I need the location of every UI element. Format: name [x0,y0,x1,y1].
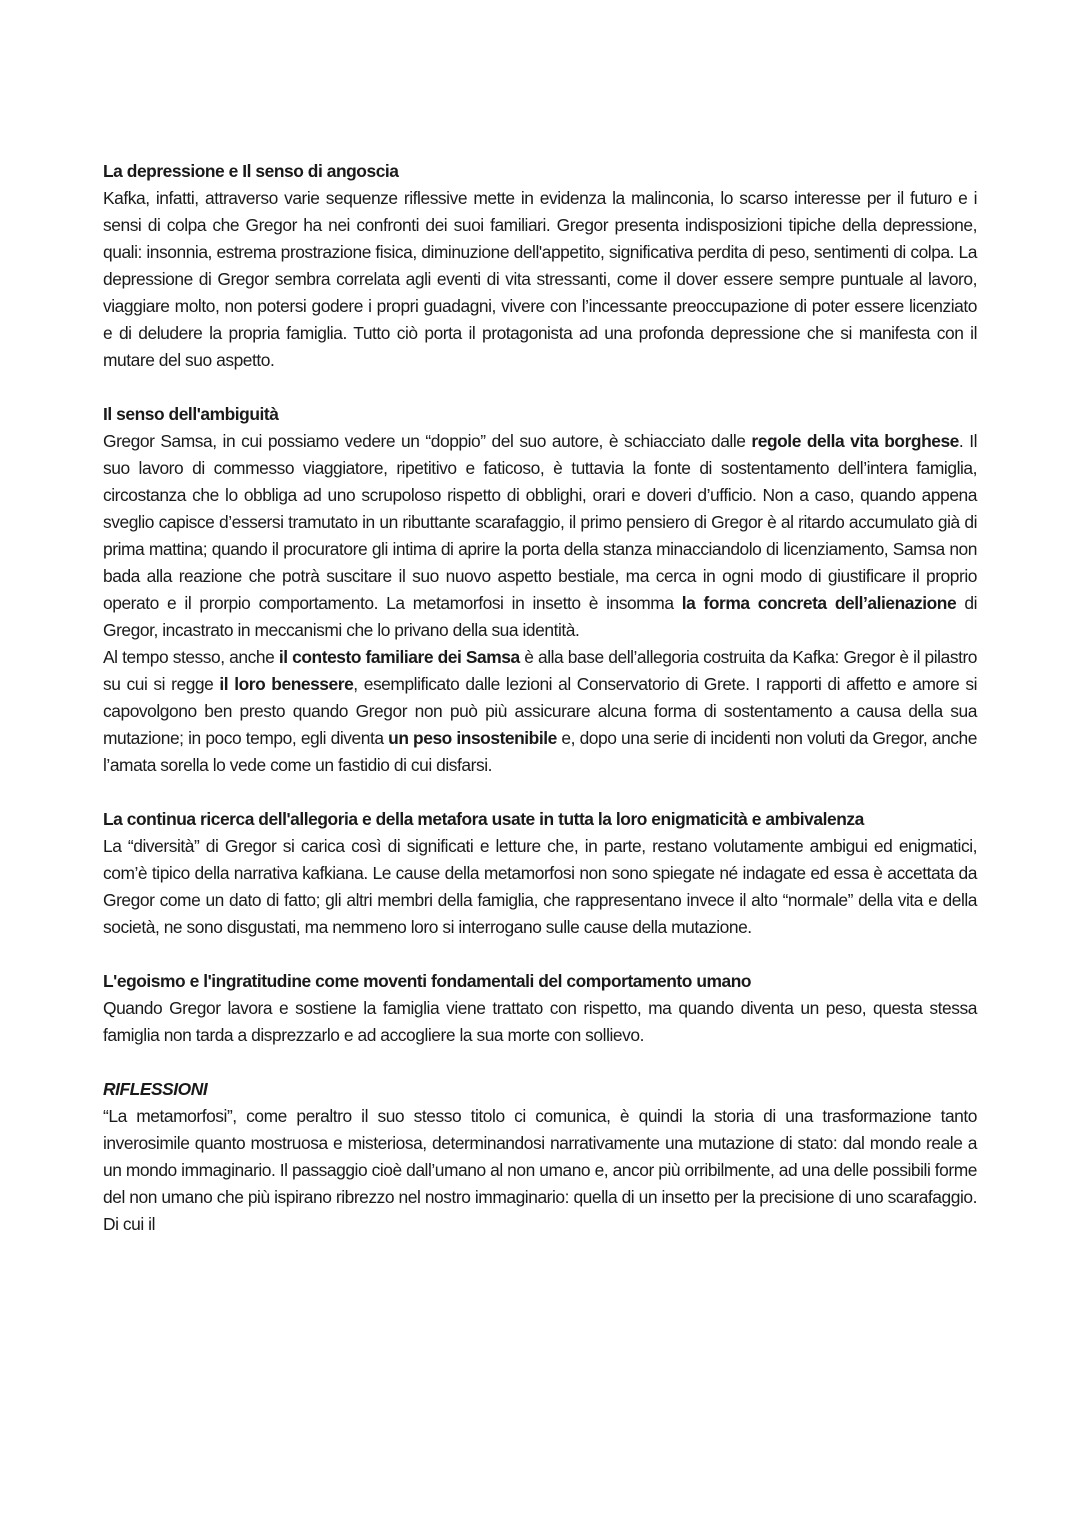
bold-text-run: un peso insostenibile [388,728,557,748]
text-run: e, dopo una serie di incidenti non voluti da Gregor, anche l’amata sorella lo vede come un fastidio di cui disfarsi. [103,728,977,775]
section-paragraph [103,428,977,644]
text-run: di Gregor, incastrato in meccanismi che lo privano della sua identità. [103,593,978,640]
section-heading: L'egoismo e l'ingratitudine come moventi fondamentali del comportamento umano [103,971,752,991]
section-egoismo [103,968,977,1049]
bold-text-run: regole della vita borghese [751,431,959,451]
bold-text-run: il contesto familiare dei Samsa [278,647,520,667]
text-run: Gregor Samsa, in cui possiamo vedere un “doppio” del suo autore, è schiacciato dalle [103,431,752,451]
section-heading: RIFLESSIONI [103,1079,208,1099]
bold-text-run: la forma concreta dell’alienazione [681,593,957,613]
section-paragraph [103,185,977,374]
section-paragraph [103,1103,977,1238]
section-heading: Il senso dell'ambiguità [103,404,279,424]
section-paragraph [103,644,977,779]
section-allegoria [103,806,977,941]
section-riflessioni [103,1076,977,1238]
bold-text-run: il loro benessere [219,674,354,694]
text-run: . Il suo lavoro di commesso viaggiatore, ripetitivo e faticoso, è tuttavia la fonte di sostentamento dell’intera famiglia, circostanza che lo obbliga ad uno scrupoloso rispetto di obblighi, orari e doveri d’ufficio. Non a caso, quando appena sveglio capisce d’essersi tramutato in un ributtante scarafaggio, il primo pensiero di Gregor è al ritardo accumulato già di prima mattina; quando il procuratore gli intima di aprire la porta della stanza minacciandolo di licenziamento, Samsa non bada alla reazione che potrà suscitare il suo nuovo aspetto bestiale, ma cerca in ogni modo di giustificare il proprio operato e il prorpio comportamento. La metamorfosi in insetto è insomma [103,431,978,613]
section-paragraph [103,995,977,1049]
document-page [103,158,977,1265]
text-run: La “diversità” di Gregor si carica così di significati e letture che, in parte, restano volutamente ambigui ed enigmatici, com’è tipico della narrativa kafkiana. Le cause della metamorfosi non sono spiegate né indagate ed essa è accettata da Gregor come un dato di fatto; gli altri membri della famiglia, che rappresentano invece il alto “normale” della vita e della società, ne sono disgustati, ma nemmeno loro si interrogano sulle cause della mutazione. [103,836,977,937]
text-run: Al tempo stesso, anche [103,647,279,667]
section-ambiguita [103,401,977,779]
section-heading: La depressione e Il senso di angoscia [103,161,399,181]
text-run: , esemplificato dalle lezioni al Conservatorio di Grete. I rapporti di affetto e amore si capovolgono ben presto quando Gregor non può più assicurare alcuna forma di sostentamento a causa della sua mutazione; in poco tempo, egli diventa [103,674,978,748]
text-run: Kafka, infatti, attraverso varie sequenze riflessive mette in evidenza la malinconia, lo scarso interesse per il futuro e i sensi di colpa che Gregor ha nei confronti dei suoi familiari. Gregor presenta indisposizioni tipiche della depressione, quali: insonnia, estrema prostrazione fisica, diminuzione dell'appetito, significativa perdita di peso, sentimenti di colpa. La depressione di Gregor sembra correlata agli eventi di vita stressanti, come il dover essere sempre puntuale al lavoro, viaggiare molto, non potersi godere i propri guadagni, vivere con l’incessante preoccupazione di poter essere licenziato e di deludere la propria famiglia. Tutto ciò porta il protagonista ad una profonda depressione che si manifesta con il mutare del suo aspetto. [103,188,977,370]
text-run: “La metamorfosi”, come peraltro il suo stesso titolo ci comunica, è quindi la storia di una trasformazione tanto inverosimile quanto mostruosa e misteriosa, determinandosi narrativamente una mutazione di stato: dal mondo reale a un mondo immaginario. Il passaggio cioè dall’umano al non umano e, ancor più orribilmente, ad una delle possibili forme del non umano che più ispirano ribrezzo nel nostro immaginario: quella di un insetto per la precisione di uno scarafaggio. Di cui il [103,1106,977,1234]
section-paragraph [103,833,977,941]
text-run: Quando Gregor lavora e sostiene la famiglia viene trattato con rispetto, ma quando diventa un peso, questa stessa famiglia non tarda a disprezzarlo e ad accogliere la sua morte con sollievo. [103,998,977,1045]
section-depressione [103,158,977,374]
text-run: è alla base dell’allegoria costruita da Kafka: Gregor è il pilastro su cui si regge [103,647,978,694]
section-heading: La continua ricerca dell'allegoria e della metafora usate in tutta la loro enigmaticità e ambivalenza [103,809,864,829]
